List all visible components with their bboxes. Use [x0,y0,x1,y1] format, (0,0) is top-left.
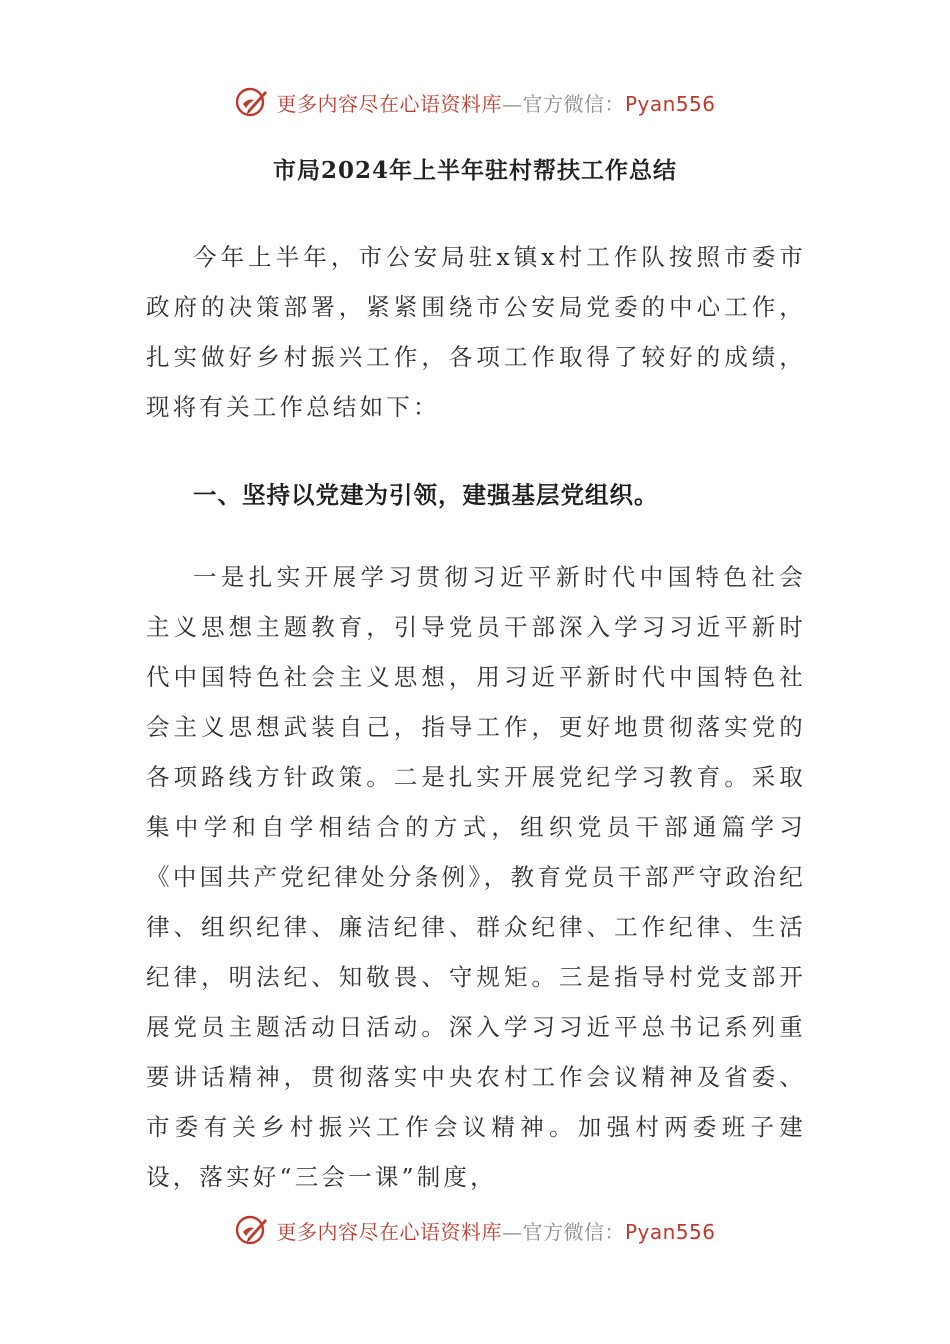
watermark-text [276,88,715,117]
watermark-brand: 更多内容尽在心语资料库 [276,91,502,116]
watermark-wechat-label: 官方微信： [522,91,625,116]
document-title: 市局2024年上半年驻村帮扶工作总结 [272,157,677,184]
watermark-wechat-id: Pyan556 [624,1219,716,1244]
watermark-banner-top [0,82,950,122]
watermark-text [276,1216,715,1245]
watermark-brand: 更多内容尽在心语资料库 [276,1219,502,1244]
pen-logo-icon [234,1212,270,1248]
pen-logo-icon [234,84,270,120]
watermark-banner-bottom [0,1210,950,1250]
section-1-heading: 一、坚持以党建为引领，建强基层党组织。 [193,481,659,509]
section-1-body: 一是扎实开展学习贯彻习近平新时代中国特色社会主义思想主题教育，引导党员干部深入学习习近平新时代中国特色社会主义思想，用习近平新时代中国特色社会主义思想武装自己，指导工作，更好地贯彻落实党的各项路线方针政策。二是扎实开展党纪学习教育。采取集中学和自学相结合的方式，组织党员干部通篇学习《中国共产党纪律处分条例》，教育党员干部严守政治纪律、组织纪律、廉洁纪律、群众纪律、工作纪律、生活纪律，明法纪、知敬畏、守规矩。三是指导村党支部开展党员主题活动日活动。深入学习习近平总书记系列重要讲话精神，贯彻落实中央农村工作会议精神及省委、市委有关乡村振兴工作会议精神。加强村两委班子建设，落实好“三会一课”制度， [146,563,806,1191]
watermark-dash: — [501,91,523,116]
watermark-dash: — [501,1219,523,1244]
watermark-wechat-id: Pyan556 [624,91,716,116]
intro-paragraph: 今年上半年，市公安局驻x镇x村工作队按照市委市政府的决策部署，紧紧围绕市公安局党委的中心工作，扎实做好乡村振兴工作，各项工作取得了较好的成绩，现将有关工作总结如下： [146,243,806,421]
watermark-wechat-label: 官方微信： [522,1219,625,1244]
